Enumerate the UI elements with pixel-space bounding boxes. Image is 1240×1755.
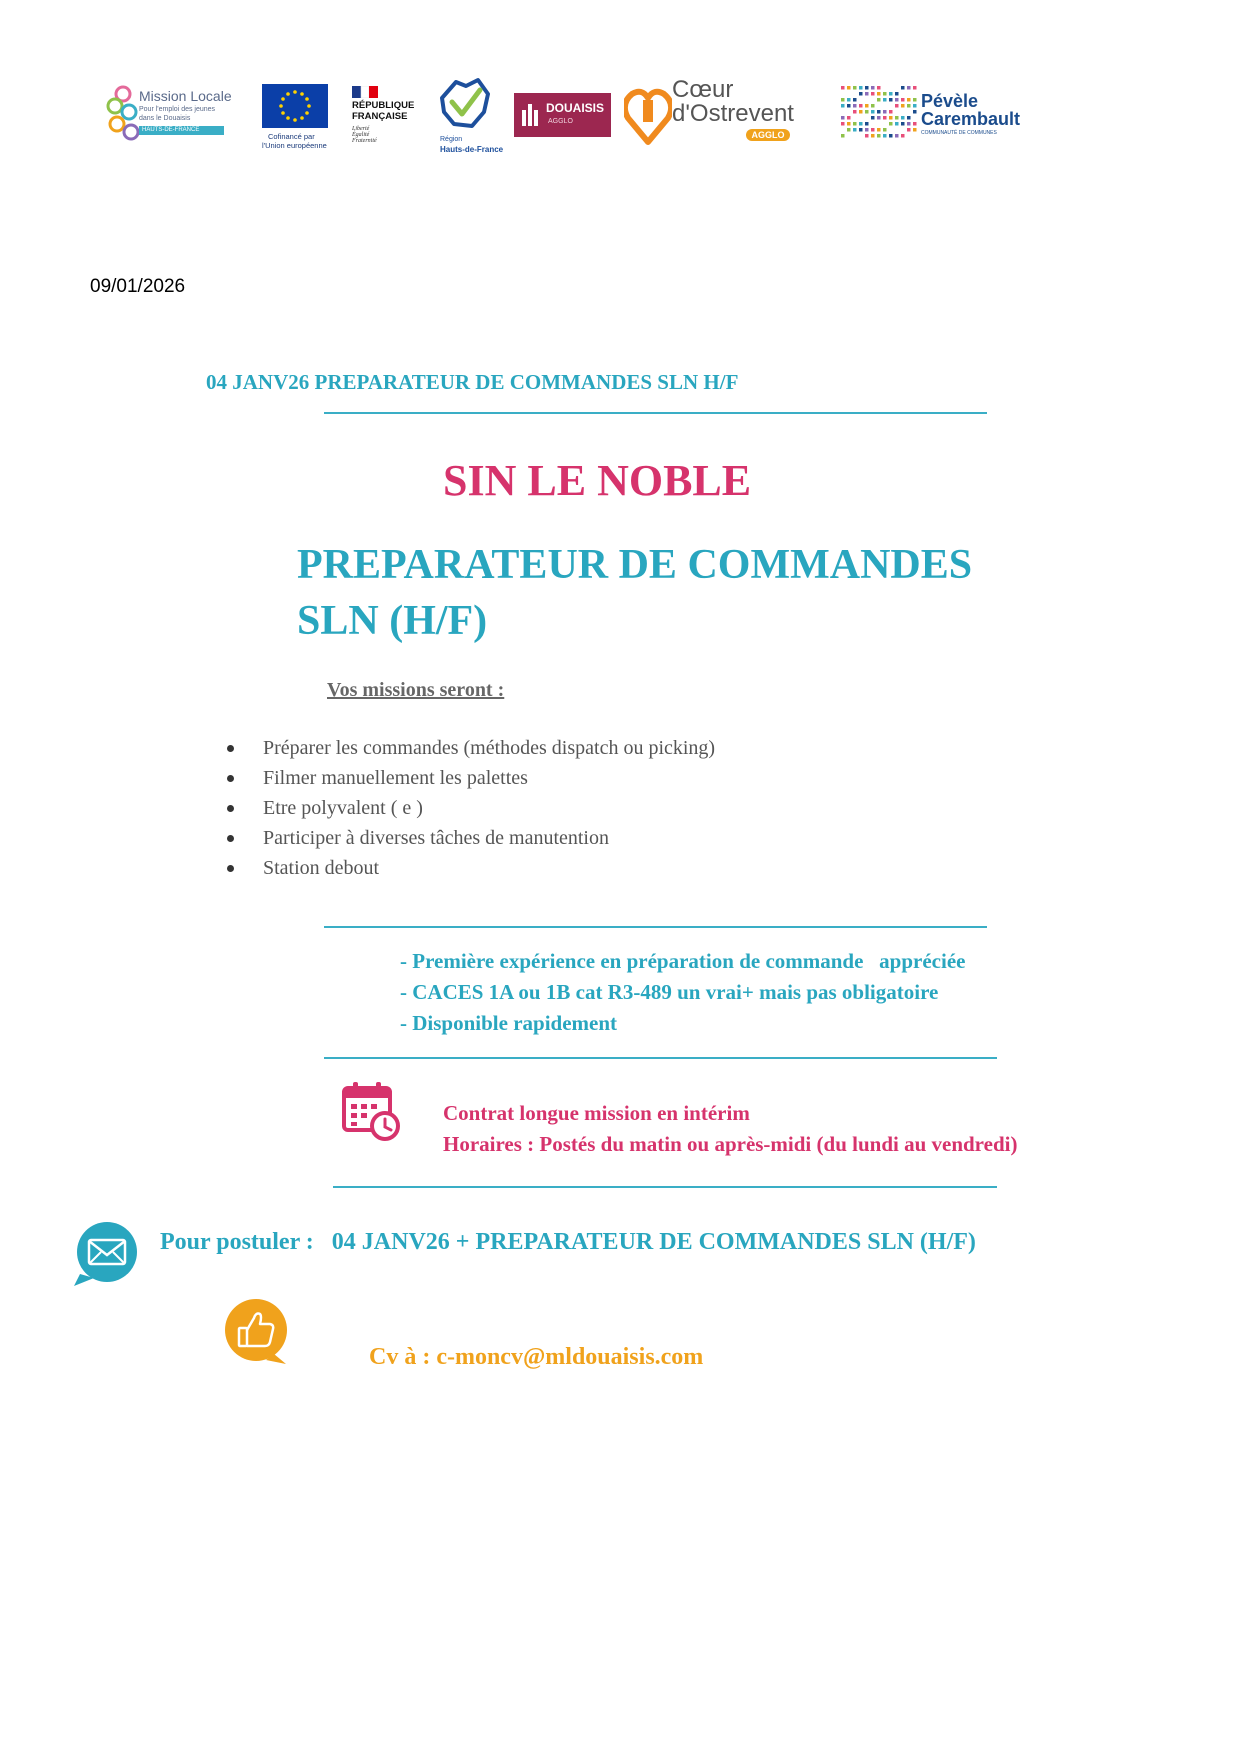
douaisis-agglo-logo	[514, 93, 611, 137]
mission-text: Préparer les commandes (méthodes dispatch ou picking)	[263, 737, 716, 759]
city-title: SIN LE NOBLE	[443, 456, 752, 505]
eu-logo	[262, 84, 332, 154]
coeur-ostrevent-logo	[624, 76, 824, 156]
coeur-line-2: d'Ostrevent	[672, 100, 794, 127]
republique-line-1: RÉPUBLIQUE	[352, 100, 415, 111]
list-item	[225, 793, 715, 823]
eu-caption-1: Cofinancé par	[268, 132, 315, 141]
pevele-line-1: Pévèle	[921, 91, 979, 111]
job-title-line-2: SLN (H/F)	[297, 598, 488, 644]
pevele-line-2: Carembault	[921, 109, 1021, 129]
bullet	[227, 805, 234, 812]
contract-info	[443, 1098, 1017, 1160]
list-item	[225, 763, 715, 793]
pevele-sub: COMMUNAUTÉ DE COMMUNES	[921, 130, 997, 136]
list-item	[225, 853, 715, 883]
reference-title: 04 JANV26 PREPARATEUR DE COMMANDES SLN H/F	[206, 370, 739, 394]
mission-locale-band: HAUTS-DE-FRANCE	[139, 126, 224, 135]
mission-text: Station debout	[263, 857, 380, 879]
eu-caption-2: l'Union européenne	[262, 141, 327, 150]
bullet	[227, 865, 234, 872]
requirement-item: - Première expérience en préparation de commande appréciée	[400, 949, 966, 973]
coeur-badge: AGGLO	[746, 129, 790, 141]
list-item	[225, 823, 715, 853]
bullet	[227, 775, 234, 782]
calendar-clock-icon	[342, 1082, 402, 1142]
thumbs-up-icon	[220, 1298, 292, 1366]
requirements-list	[400, 946, 965, 1039]
contract-hours: Horaires : Postés du matin ou après-midi (du lundi au vendredi)	[443, 1132, 1018, 1156]
pevele-carembault-logo	[841, 86, 1031, 146]
republique-line-2: FRANÇAISE	[352, 111, 408, 122]
job-title	[297, 537, 1097, 649]
list-item	[225, 733, 715, 763]
mission-locale-logo	[105, 80, 245, 150]
bullet	[227, 745, 234, 752]
document-date: 09/01/2026	[90, 276, 186, 297]
mission-text: Filmer manuellement les palettes	[263, 767, 528, 789]
heart-tower-icon	[624, 78, 672, 148]
region-hauts-de-france-logo	[426, 76, 506, 166]
mission-locale-line2: dans le Douaisis	[139, 115, 191, 122]
job-title-line-1: PREPARATEUR DE COMMANDES	[297, 542, 973, 588]
region-map-icon	[434, 76, 494, 132]
apply-instructions: Pour postuler : 04 JANV26 + PREPARATEUR DE COMMANDES SLN (H/F)	[160, 1229, 976, 1255]
marianne-flag-icon	[352, 86, 378, 98]
bullet	[227, 835, 234, 842]
missions-list	[225, 733, 715, 883]
pevele-dots-icon	[841, 86, 919, 140]
mission-text: Participer à diverses tâches de manutention	[263, 827, 609, 849]
divider	[333, 1186, 997, 1188]
eu-flag-icon	[262, 84, 328, 128]
region-line-1: Région	[440, 136, 463, 143]
douaisis-sub: AGGLO	[548, 118, 573, 125]
motto-fraternite: Fraternité	[352, 138, 377, 144]
divider	[324, 412, 987, 414]
requirement-item: - CACES 1A ou 1B cat R3-489 un vrai+ mais pas obligatoire	[400, 980, 939, 1004]
divider	[324, 926, 987, 928]
partner-logos	[105, 76, 1035, 166]
region-line-2: Hauts-de-France	[440, 145, 504, 154]
mission-locale-name: Mission Locale	[139, 88, 232, 104]
mission-text: Etre polyvalent ( e )	[263, 797, 423, 819]
douaisis-belfry-icon	[520, 102, 540, 128]
douaisis-name: DOUAISIS	[546, 101, 605, 115]
contract-type: Contrat longue mission en intérim	[443, 1101, 750, 1125]
motto-egalite: Égalité	[352, 132, 370, 138]
mail-icon	[72, 1222, 142, 1288]
mission-locale-line1: Pour l'emploi des jeunes	[139, 106, 216, 113]
motto-liberte: Liberté	[352, 126, 370, 132]
missions-heading: Vos missions seront :	[327, 679, 505, 701]
republique-francaise-logo	[346, 86, 421, 156]
requirement-item: - Disponible rapidement	[400, 1011, 618, 1035]
coeur-line-1: Cœur	[672, 76, 734, 103]
cv-contact-email[interactable]: Cv à : c-moncv@mldouaisis.com	[369, 1344, 704, 1370]
divider	[324, 1057, 997, 1059]
